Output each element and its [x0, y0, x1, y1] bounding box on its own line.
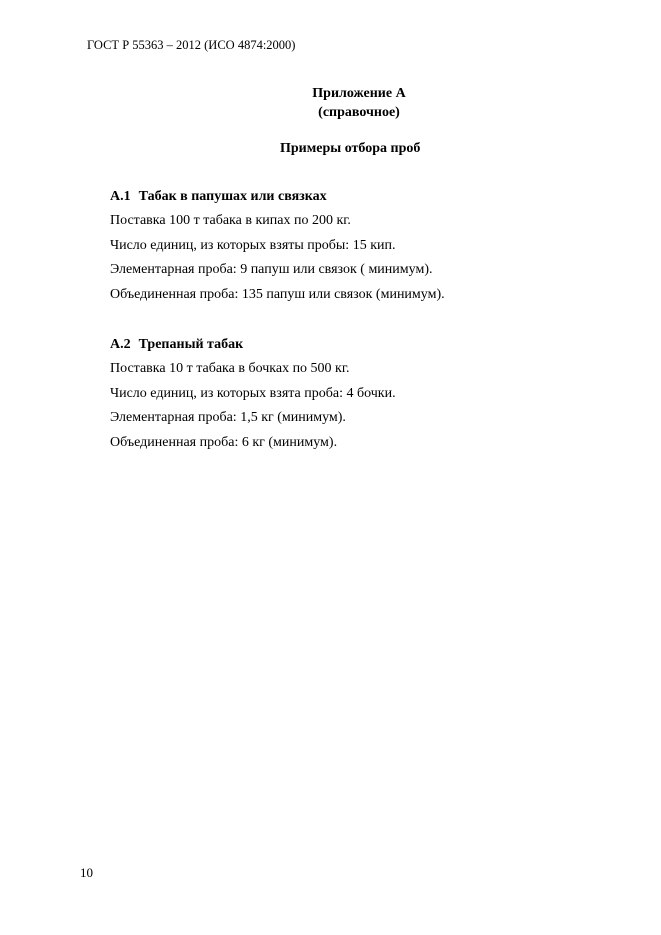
paragraph-line: Объединенная проба: 6 кг (минимум). — [110, 434, 338, 450]
page-number: 10 — [80, 865, 93, 880]
paragraph-line: Поставка 10 т табака в бочках по 500 кг. — [110, 361, 350, 376]
section-number: А.1 — [110, 189, 131, 204]
paragraph-line: Поставка 100 т табака в кипах по 200 кг. — [110, 213, 351, 228]
annex-title: Приложение А — [312, 86, 406, 101]
paragraph-line: Элементарная проба: 9 папуш или связок ( минимум). — [110, 262, 433, 277]
paragraph-line: Число единиц, из которых взяты пробы: 15 кип. — [110, 237, 396, 253]
section-heading — [110, 187, 445, 211]
paragraph-line: Объединенная проба: 135 папуш или связок (минимум). — [110, 286, 445, 302]
document-header: ГОСТ Р 55363 – 2012 (ИСО 4874:2000) — [87, 38, 296, 52]
paragraph-line: Элементарная проба: 1,5 кг (минимум). — [110, 410, 346, 425]
annex-subtitle: (справочное) — [318, 105, 400, 120]
paragraph-line: Число единиц, из которых взята проба: 4 бочки. — [110, 385, 396, 401]
section-title: Трепаный табак — [138, 337, 244, 352]
section-a2 — [110, 335, 396, 457]
section-heading — [110, 335, 396, 359]
annex-heading: Примеры отбора проб — [280, 141, 421, 156]
section-a1 — [110, 187, 445, 309]
section-title: Табак в папушах или связках — [138, 189, 327, 204]
section-number: А.2 — [110, 337, 131, 352]
